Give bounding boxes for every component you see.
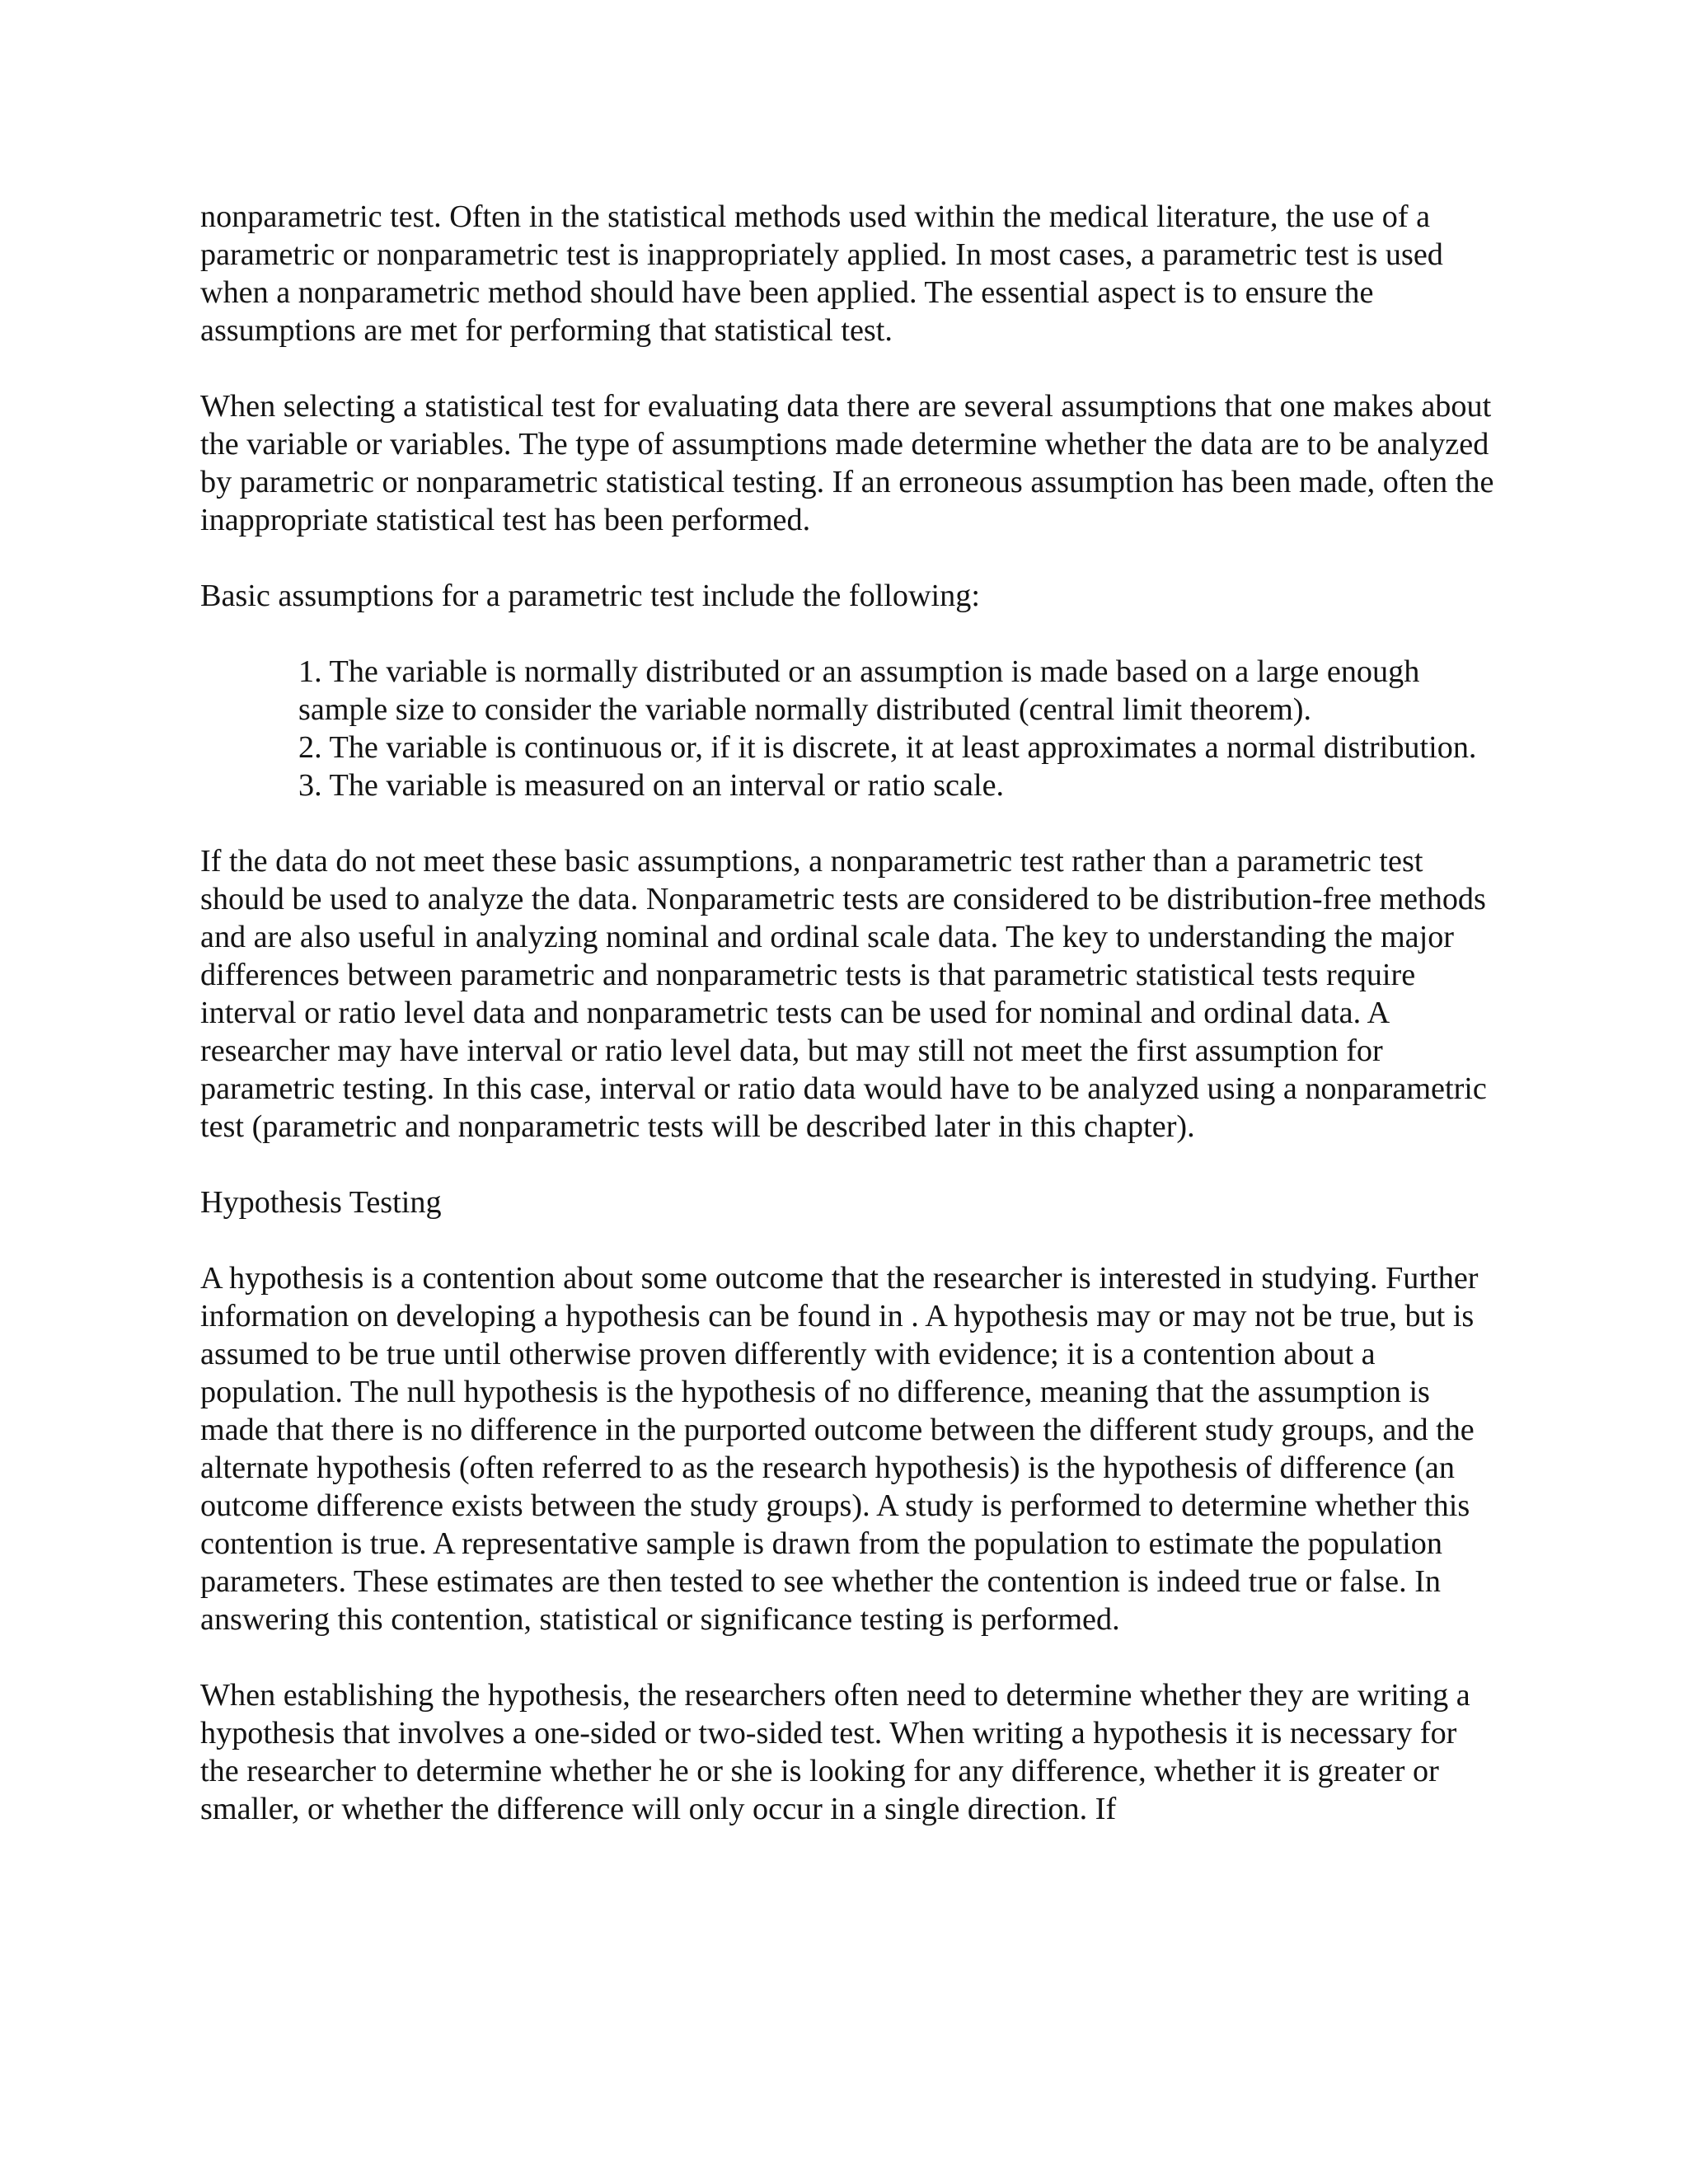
paragraph-parametric-misuse: nonparametric test. Often in the statistical methods used within the medical literature, the use of a parametric or nonparametric test is inappropriately applied. In most cases, a parametric test is used when a nonparametric method should have been applied. The essential aspect is to ensure the assumptions are met for performing that statistical test. [200, 199, 1443, 348]
paragraph-one-two-sided: When establishing the hypothesis, the researchers often need to determine whether they are writing a hypothesis that involves a one-sided or two-sided test. When writing a hypothesis it is necessary for the researcher to determine whether he or she is looking for any difference, whether it is greater or smaller, or whether the difference will only occur in a single direction. If [200, 1678, 1470, 1826]
list-item: 3. The variable is measured on an interval or ratio scale. [298, 768, 1005, 803]
paragraph-selecting-test: When selecting a statistical test for evaluating data there are several assumptions that one makes about the variable or variables. The type of assumptions made determine whether the data are to be analyzed by parametric or nonparametric statistical testing. If an erroneous assumption has been made, often the inappropriate statistical test has been performed. [200, 389, 1494, 537]
section-heading: Hypothesis Testing [200, 1185, 442, 1220]
document-page [200, 198, 1503, 1866]
paragraph-basic-assumptions-intro: Basic assumptions for a parametric test include the following: [200, 579, 980, 613]
list-item: 1. The variable is normally distributed or an assumption is made based on a large enough sample size to consider the variable normally distributed (central limit theorem). [298, 654, 1420, 727]
paragraph-nonparametric-explanation: If the data do not meet these basic assumptions, a nonparametric test rather than a parametric test should be used to analyze the data. Nonparametric tests are considered to be distribution-free methods and are also useful in analyzing nominal and ordinal scale data. The key to understanding the major differences between parametric and nonparametric tests is that parametric statistical tests require interval or ratio level data and nonparametric tests can be used for nominal and ordinal data. A researcher may have interval or ratio level data, but may still not meet the first assumption for parametric testing. In this case, interval or ratio data would have to be analyzed using a nonparametric test (parametric and nonparametric tests will be described later in this chapter). [200, 844, 1487, 1144]
paragraph-hypothesis-definition: A hypothesis is a contention about some outcome that the researcher is interested in studying. Further information on developing a hypothesis can be found in . A hypothesis may or may not be true, but is assumed to be true until otherwise proven differently with evidence; it is a contention about a population. The null hypothesis is the hypothesis of no difference, meaning that the assumption is made that there is no difference in the purported outcome between the different study groups, and the alternate hypothesis (often referred to as the research hypothesis) is the hypothesis of difference (an outcome difference exists between the study groups). A study is performed to determine whether this contention is true. A representative sample is drawn from the population to estimate the population parameters. These estimates are then tested to see whether the contention is indeed true or false. In answering this contention, statistical or significance testing is performed. [200, 1261, 1479, 1637]
list-item: 2. The variable is continuous or, if it is discrete, it at least approximates a normal distribution. [298, 730, 1477, 765]
assumptions-list [200, 653, 1503, 804]
